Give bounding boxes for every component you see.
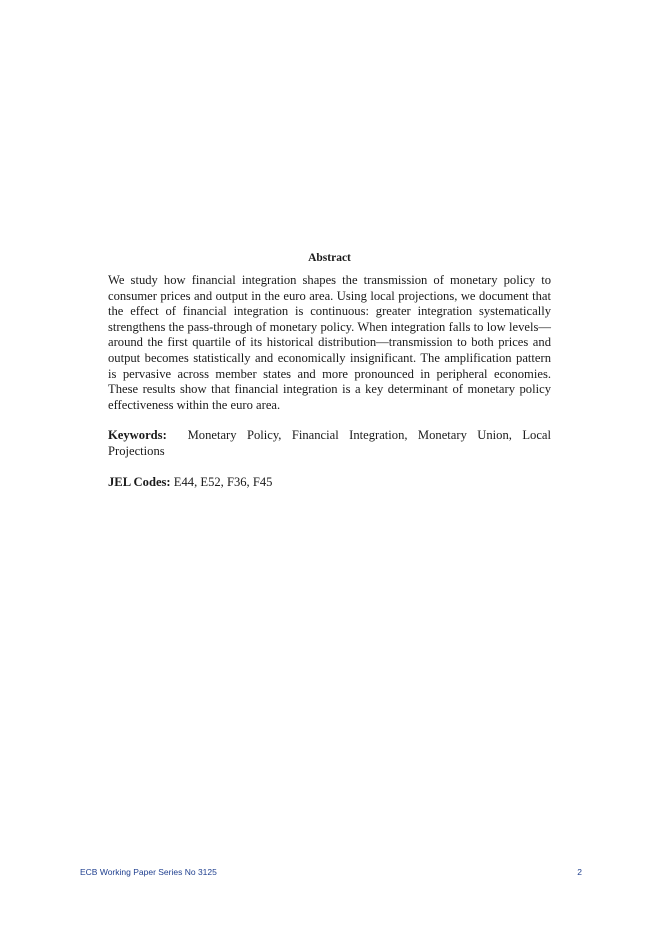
jel-codes-value: E44, E52, F36, F45 [173, 474, 273, 489]
keywords-label: Keywords: [108, 428, 167, 443]
abstract-heading: Abstract [308, 252, 351, 264]
keywords-value: Monetary Policy, Financial Integration, Monetary Union, Local Projections [108, 428, 551, 458]
abstract-section [108, 252, 551, 490]
footer-page-number: 2 [577, 867, 582, 877]
jel-codes-label: JEL Codes: [108, 474, 171, 489]
keywords-line [108, 428, 551, 459]
abstract-body: We study how financial integration shapes the transmission of monetary policy to consumer prices and output in the euro area. Using local projections, we document that the effect of financial integration is continuous: greater integration systematically strengthens the pass-through of monetary policy. When integration falls to low levels—around the first quartile of its historical distribution—transmission to both prices and output becomes statistically and economically insignificant. The amplification pattern is pervasive across member states and more pronounced in peripheral economies. These results show that financial integration is a key determinant of monetary policy effectiveness within the euro area. [108, 273, 551, 412]
footer-series-title: ECB Working Paper Series No 3125 [80, 867, 217, 877]
jel-codes-line [108, 475, 551, 491]
